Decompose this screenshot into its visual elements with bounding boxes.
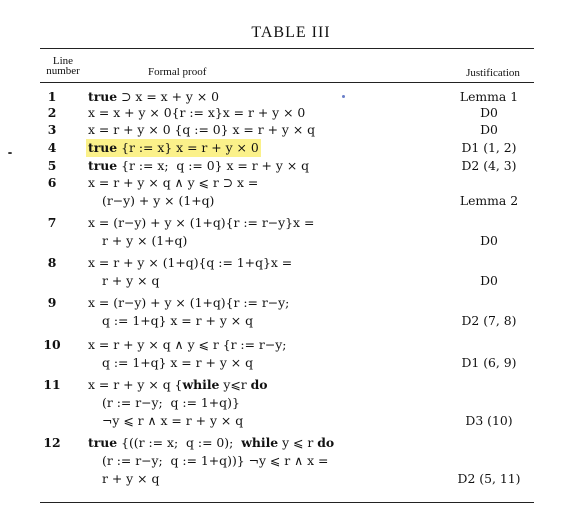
formal-proof-text: (r := r−y; q := 1+q))} ¬y ⩽ r ∧ x = [102, 453, 329, 468]
line-number: 9 [47, 295, 57, 310]
proof-line [0, 434, 582, 452]
proof-line [0, 412, 582, 430]
formal-proof-text: true {r := x} x = r + y × 0 [88, 140, 259, 155]
formal-proof-text: true {r := x; q := 0} x = r + y × q [88, 158, 310, 173]
formal-proof-text: q := 1+q} x = r + y × q [102, 355, 254, 370]
formal-proof-text: x = x + y × 0{r := x}x = r + y × 0 [88, 105, 306, 120]
formal-proof-text: r + y × q [102, 471, 160, 486]
line-number: 4 [47, 140, 57, 155]
proof-line [0, 470, 582, 488]
proof-line [0, 354, 582, 372]
formal-proof-text: x = r + y × q ∧ y ⩽ r ⊃ x = [88, 175, 259, 190]
formal-proof-text: (r := r−y; q := 1+q)} [102, 395, 240, 410]
formal-proof-text: ¬y ⩽ r ∧ x = r + y × q [102, 413, 244, 428]
keyword: true [88, 435, 118, 450]
proof-line [0, 139, 582, 157]
line-number: 1 [47, 89, 57, 104]
justification: D2 (7, 8) [461, 313, 517, 328]
proof-line [0, 294, 582, 312]
justification: D2 (4, 3) [461, 158, 517, 173]
proof-line [0, 312, 582, 330]
formal-proof-text: r + y × (1+q) [102, 233, 188, 248]
formal-proof-text: x = r + y × q ∧ y ⩽ r {r := r−y; [88, 337, 287, 352]
line-number: 6 [47, 175, 57, 190]
line-number: 8 [47, 255, 57, 270]
proof-line [0, 157, 582, 175]
proof-line [0, 254, 582, 272]
justification: D3 (10) [465, 413, 513, 428]
justification: D0 [480, 233, 498, 248]
formal-proof-text: r + y × q [102, 273, 160, 288]
justification: D1 (1, 2) [461, 140, 517, 155]
header-line-bottom: number [46, 65, 80, 77]
formal-proof-text: x = r + y × 0 {q := 0} x = r + y × q [88, 122, 316, 137]
proof-line [0, 232, 582, 250]
top-rule [40, 48, 534, 49]
proof-line [0, 104, 582, 122]
justification: D0 [480, 273, 498, 288]
proof-line [0, 121, 582, 139]
proof-line [0, 376, 582, 394]
keyword: true [88, 140, 118, 155]
justification: D1 (6, 9) [461, 355, 517, 370]
line-number: 5 [47, 158, 57, 173]
formal-proof-text: (r−y) + y × (1+q) [102, 193, 215, 208]
proof-line [0, 272, 582, 290]
header-line-top: Line [52, 55, 74, 67]
proof-line [0, 174, 582, 192]
line-number: 3 [47, 122, 57, 137]
scan-speck [8, 152, 12, 154]
scan-speck [342, 95, 345, 98]
keyword: true [88, 158, 118, 173]
keyword: while [182, 377, 220, 392]
line-number: 11 [43, 377, 61, 392]
line-number: 12 [43, 435, 61, 450]
formal-proof-text: x = (r−y) + y × (1+q){r := r−y; [88, 295, 290, 310]
formal-proof-text: true ⊃ x = x + y × 0 [88, 89, 220, 104]
justification: D0 [480, 122, 498, 137]
formal-proof-text: q := 1+q} x = r + y × q [102, 313, 254, 328]
formal-proof-text: x = r + y × q {while y⩽r do [88, 377, 268, 392]
keyword: do [250, 377, 268, 392]
justification: Lemma 2 [459, 193, 519, 208]
formal-proof-text: true {((r := x; q := 0); while y ⩽ r do [88, 435, 335, 450]
justification: D0 [480, 105, 498, 120]
keyword: true [88, 89, 118, 104]
proof-line [0, 192, 582, 210]
line-number: 7 [47, 215, 57, 230]
header-rule [40, 82, 534, 83]
keyword: do [317, 435, 335, 450]
header-line-number [40, 56, 86, 76]
bottom-rule [40, 502, 534, 503]
formal-proof-text: x = (r−y) + y × (1+q){r := r−y}x = [88, 215, 315, 230]
proof-line [0, 394, 582, 412]
header-formal-proof: Formal proof [148, 66, 207, 78]
keyword: while [241, 435, 279, 450]
table-title: TABLE III [251, 24, 331, 41]
header-justification: Justification [466, 67, 520, 79]
proof-line [0, 214, 582, 232]
line-number: 10 [43, 337, 61, 352]
line-number: 2 [47, 105, 57, 120]
formal-proof-text: x = r + y × (1+q){q := 1+q}x = [88, 255, 293, 270]
justification: Lemma 1 [459, 89, 519, 104]
justification: D2 (5, 11) [457, 471, 521, 486]
proof-line [0, 336, 582, 354]
proof-line [0, 452, 582, 470]
